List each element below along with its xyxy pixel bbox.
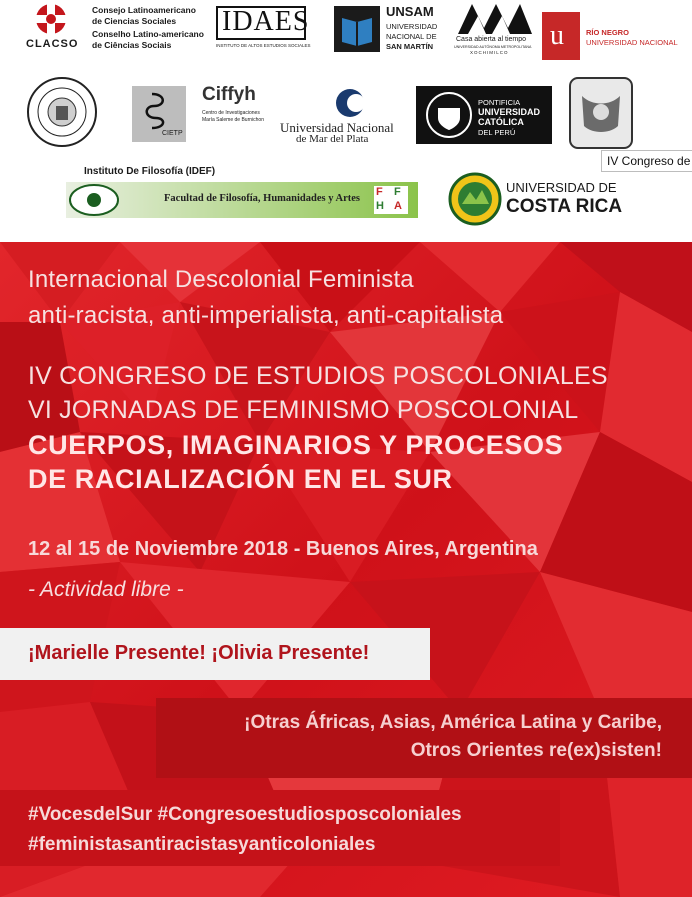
uam-logo [454,0,536,56]
mardelplata-logo [280,88,418,144]
idef-title: Instituto De Filosofía (IDEF) [84,166,216,177]
theme-title-2: DE RACIALIZACIÓN EN EL SUR [28,464,453,494]
clacso-name: CLACSO [26,38,79,50]
subtitle-line-1: Internacional Descolonial Feminista [28,266,414,293]
hashtags-banner [0,790,560,866]
otras-africas-line-1: ¡Otras Áfricas, Asias, América Latina y Caribe, [244,712,662,733]
uam-mountain-icon [458,0,532,36]
theme-title-1: CUERPOS, IMAGINARIOS Y PROCESOS [28,430,564,460]
clacso-icon [30,2,72,36]
subtitle-line-2: anti-racista, anti-imperialista, anti-capitalista [28,302,504,329]
free-activity-label: - Actividad libre - [28,578,184,601]
cietp-name: CIETP [162,130,183,137]
clacso-line2: de Ciencias Sociales [92,16,177,26]
mardelplata-c-icon [334,88,368,118]
idef-logo [66,166,422,220]
unam-seal-logo [568,76,634,150]
clacso-line3: Conselho Latino-americano [92,29,204,39]
event-date: 12 al 15 de Noviembre 2018 - Buenos Aires, Argentina [28,538,538,560]
tooltip: IV Congreso de [601,150,692,172]
pucp-line3: CATÓLICA [478,117,524,127]
ciffyh-logo [198,84,276,134]
marielle-olivia-text: ¡Marielle Presente! ¡Olivia Presente! [28,642,370,664]
marielle-olivia-banner [0,628,430,680]
congress-poster [0,242,692,897]
uam-line2: XOCHIMILCO [470,50,509,55]
congress-title-2: VI JORNADAS DE FEMINISMO POSCOLONIAL [28,396,579,424]
idef-emblem-icon [68,183,124,217]
pucp-line2: UNIVERSIDAD [478,107,541,117]
cietp-logo [132,86,186,142]
fha-letter-1: F [376,186,383,198]
hashtag-line-1: #VocesdelSur #Congresoestudiosposcoloniales [28,804,462,825]
ciffyh-line2: María Saleme de Burnichon [202,117,264,123]
unsam-name: UNSAM [386,4,434,19]
unsam-logo [334,4,446,54]
pucp-line1: PONTIFICIA [478,98,521,107]
university-seal-1 [26,76,98,148]
pucp-logo [416,86,552,144]
mardelplata-line2: de Mar del Plata [296,133,369,145]
fha-letter-3: H [376,200,384,212]
unsam-book-icon [334,6,380,52]
clacso-line1: Consejo Latinoamericano [92,5,196,15]
uam-line1: UNIVERSIDAD AUTÓNOMA METROPOLITANA [454,45,532,49]
uam-name: Casa abierta al tiempo [456,36,527,43]
sponsor-logos-header [0,0,692,242]
idaes-name: IDAES [222,6,310,37]
ciffyh-name: Ciffyh [202,84,256,105]
idef-banner-text: Facultad de Filosofía, Humanidades y Artes [164,193,361,204]
clacso-line4: de Ciências Sociais [92,40,172,50]
rionegro-logo [542,12,692,60]
fha-letter-4: A [394,200,402,212]
unam-seal-icon [568,76,634,150]
idaes-logo [216,6,311,52]
clacso-logo [26,2,206,54]
pucp-seal-icon [424,90,474,140]
unsam-line1: UNIVERSIDAD [386,22,438,31]
costarica-line1: UNIVERSIDAD DE [506,180,617,195]
rionegro-line1: RÍO NEGRO [586,28,629,37]
costarica-seal-icon [448,172,502,226]
ciffyh-line1: Centro de Investigaciones [202,110,260,116]
mardelplata-line1: Universidad Nacional [280,120,394,135]
fha-icon [374,186,408,214]
otras-africas-line-2: Otros Orientes re(ex)sisten! [410,740,662,761]
unsam-line2: NACIONAL DE [386,32,437,41]
rionegro-line2: UNIVERSIDAD NACIONAL [586,38,678,47]
costarica-line2: COSTA RICA [506,196,623,217]
fha-letter-2: F [394,186,401,198]
seal-icon [26,76,98,148]
idaes-sub: INSTITUTO DE ALTOS ESTUDIOS SOCIALES [216,43,311,48]
rionegro-u-letter: u [550,20,564,51]
otras-africas-banner [156,698,692,778]
hashtag-line-2: #feministasantiracistasyanticoloniales [28,834,376,855]
unsam-line3: SAN MARTÍN [386,42,434,51]
pucp-line4: DEL PERÚ [478,128,516,137]
congress-title-1: IV CONGRESO DE ESTUDIOS POSCOLONIALES [28,362,608,390]
costarica-logo [448,170,623,228]
cietp-spiral-icon [132,86,186,132]
